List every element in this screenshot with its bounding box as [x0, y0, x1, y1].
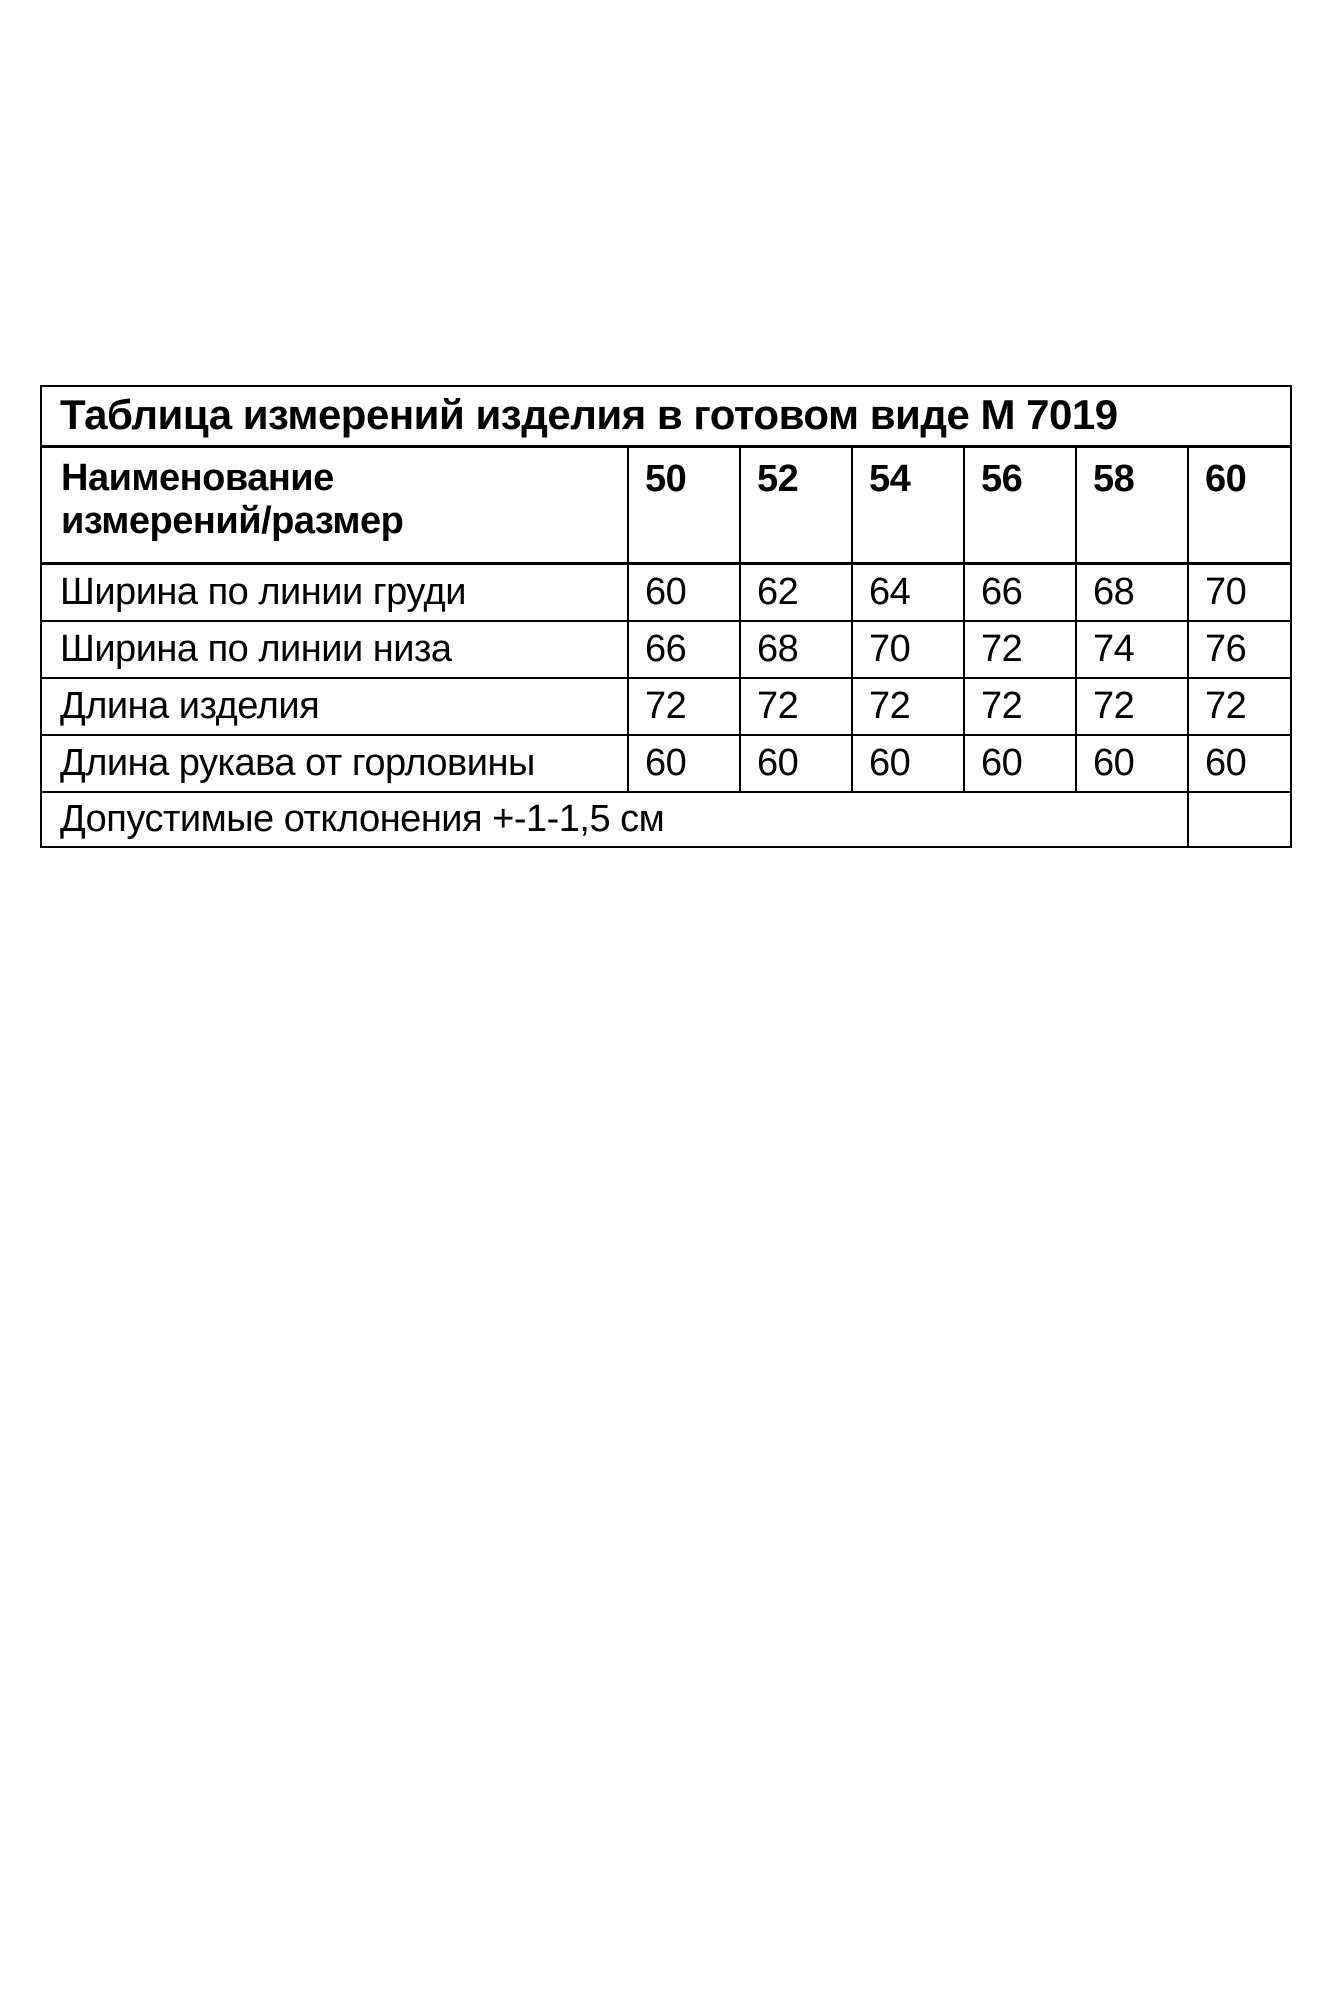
value-cell: 72	[1076, 678, 1188, 735]
value-cell: 72	[964, 678, 1076, 735]
value-cell: 60	[628, 564, 740, 622]
table-title-row	[41, 386, 1291, 447]
value-cell: 72	[1188, 678, 1291, 735]
value-cell: 60	[628, 735, 740, 792]
value-cell: 64	[852, 564, 964, 622]
size-column-header-56: 56	[964, 447, 1076, 564]
value-cell: 66	[964, 564, 1076, 622]
value-cell: 60	[740, 735, 852, 792]
value-cell: 76	[1188, 621, 1291, 678]
measurement-name: Ширина по линии низа	[41, 621, 628, 678]
table-row-item-length	[41, 678, 1291, 735]
measurement-name: Длина рукава от горловины	[41, 735, 628, 792]
value-cell: 74	[1076, 621, 1188, 678]
header-name-stack	[43, 449, 626, 553]
value-cell: 66	[628, 621, 740, 678]
value-cell: 72	[740, 678, 852, 735]
table-row-sleeve-length	[41, 735, 1291, 792]
size-column-header-60: 60	[1188, 447, 1291, 564]
value-cell: 62	[740, 564, 852, 622]
table-footer-row	[41, 792, 1291, 847]
footer-note: Допустимые отклонения +-1-1,5 см	[41, 792, 1188, 847]
value-cell: 70	[1188, 564, 1291, 622]
table-header-row	[41, 447, 1291, 564]
value-cell: 60	[964, 735, 1076, 792]
size-column-header-58: 58	[1076, 447, 1188, 564]
header-name-line1: Наименование	[61, 457, 334, 499]
header-name-line2: измерений/размер	[61, 500, 404, 542]
table-title: Таблица измерений изделия в готовом виде М 7019	[41, 386, 1291, 447]
value-cell: 60	[1188, 735, 1291, 792]
measurement-name: Ширина по линии груди	[41, 564, 628, 622]
value-cell: 70	[852, 621, 964, 678]
table-row-chest-width	[41, 564, 1291, 622]
table-row-hem-width	[41, 621, 1291, 678]
value-cell: 68	[740, 621, 852, 678]
value-cell: 68	[1076, 564, 1188, 622]
value-cell: 72	[852, 678, 964, 735]
size-column-header-52: 52	[740, 447, 852, 564]
footer-empty-cell	[1188, 792, 1291, 847]
header-name-cell	[41, 447, 628, 564]
size-column-header-50: 50	[628, 447, 740, 564]
value-cell: 72	[628, 678, 740, 735]
measurement-name: Длина изделия	[41, 678, 628, 735]
value-cell: 60	[1076, 735, 1188, 792]
size-table	[40, 385, 1292, 848]
value-cell: 60	[852, 735, 964, 792]
size-column-header-54: 54	[852, 447, 964, 564]
value-cell: 72	[964, 621, 1076, 678]
